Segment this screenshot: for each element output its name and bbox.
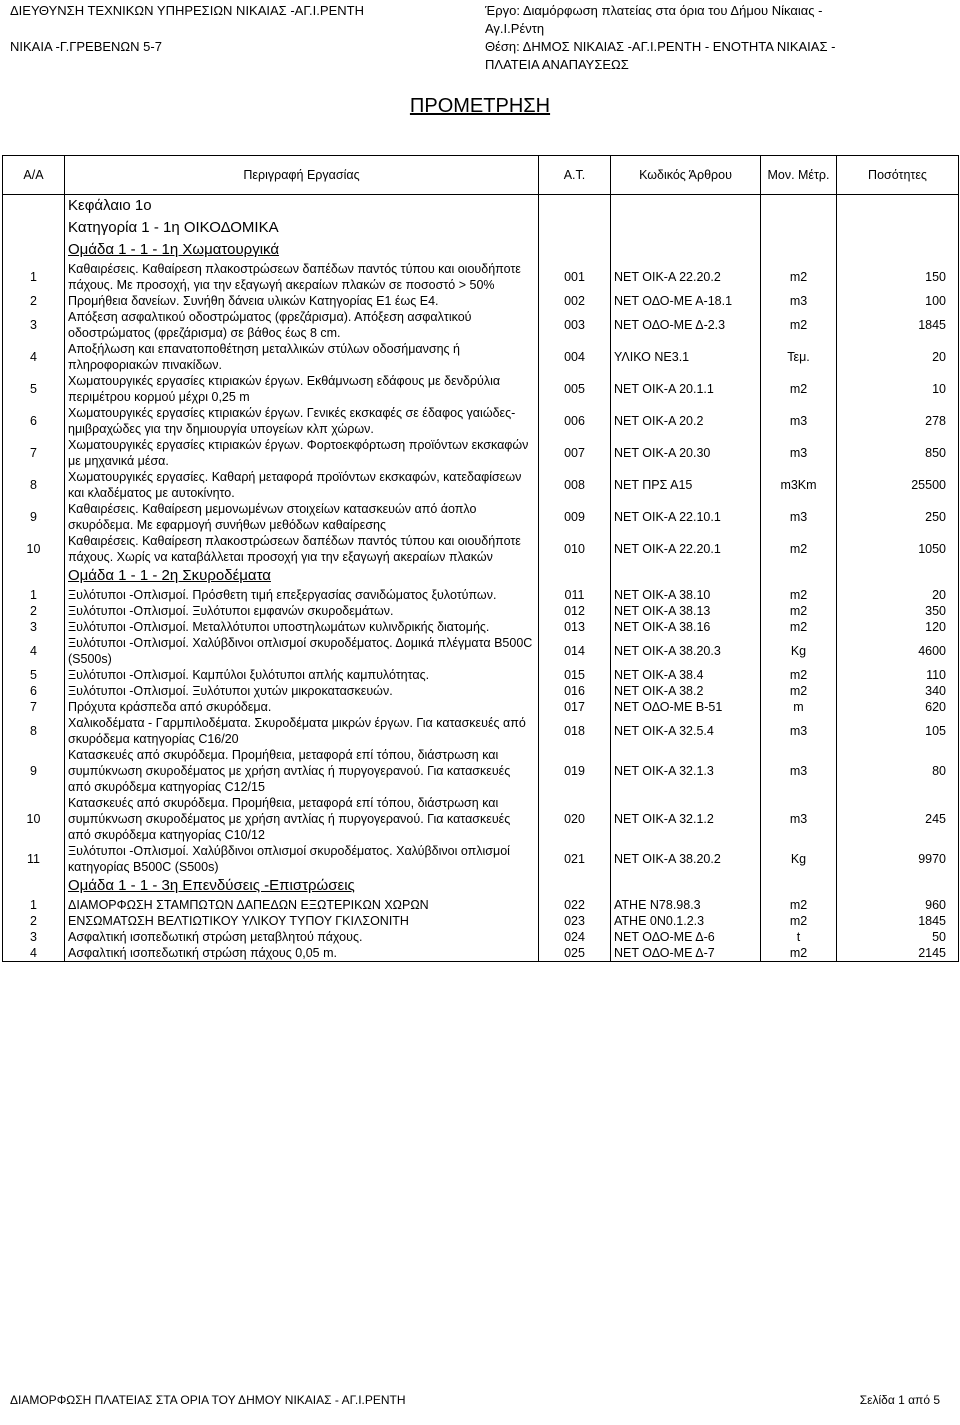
row-description: Ξυλότυποι -Οπλισμοί. Ξυλότυποι εμφανών σκυροδεμάτων. <box>65 603 539 619</box>
row-article-code: ΝΕΤ ΠΡΣ Α15 <box>611 469 761 501</box>
row-article-code: ΝΕΤ ΟΙΚ-Α 22.10.1 <box>611 501 761 533</box>
row-unit: m2 <box>761 683 837 699</box>
row-quantity: 960 <box>837 897 959 913</box>
row-at: 022 <box>539 897 611 913</box>
row-article-code: ΝΕΤ ΟΙΚ-Α 32.1.2 <box>611 795 761 843</box>
project-line-2: Αγ.Ι.Ρέντη <box>485 21 545 36</box>
empty-cell <box>761 195 837 218</box>
row-description: Ξυλότυποι -Οπλισμοί. Ξυλότυποι χυτών μικροκατασκευών. <box>65 683 539 699</box>
table-row <box>3 929 959 945</box>
row-unit: m <box>761 699 837 715</box>
row-article-code: ΝΕΤ ΟΙΚ-Α 20.2 <box>611 405 761 437</box>
row-at: 012 <box>539 603 611 619</box>
table-row <box>3 667 959 683</box>
empty-cell <box>539 195 611 218</box>
row-article-code: ΝΕΤ ΟΙΚ-Α 20.1.1 <box>611 373 761 405</box>
row-article-code: ΝΕΤ ΟΔΟ-ΜΕ Δ-2.3 <box>611 309 761 341</box>
row-article-code: ΝΕΤ ΟΙΚ-Α 32.1.3 <box>611 747 761 795</box>
table-row <box>3 533 959 565</box>
group-heading: Ομάδα 1 - 1 - 1η Χωματουργικά <box>65 239 539 261</box>
row-quantity: 1845 <box>837 913 959 929</box>
table-row <box>3 843 959 875</box>
row-number: 11 <box>3 843 65 875</box>
empty-cell <box>611 239 761 261</box>
row-description: Χωματουργικές εργασίες κτιριακών έργων. Γενικές εκσκαφές σε έδαφος γαιώδες-ημιβραχώδες για την δημιουργία υπογείων κλπ χώρων. <box>65 405 539 437</box>
row-at: 013 <box>539 619 611 635</box>
empty-cell <box>3 875 65 897</box>
group-heading: Ομάδα 1 - 1 - 2η Σκυροδέματα <box>65 565 539 587</box>
empty-cell <box>611 875 761 897</box>
row-at: 006 <box>539 405 611 437</box>
row-at: 011 <box>539 587 611 603</box>
row-unit: m3 <box>761 747 837 795</box>
table-header-row <box>3 156 959 195</box>
row-quantity: 80 <box>837 747 959 795</box>
row-article-code: ΝΕΤ ΟΙΚ-Α 38.10 <box>611 587 761 603</box>
row-description: Κατασκευές από σκυρόδεμα. Προμήθεια, μεταφορά επί τόπου, διάστρωση και συμπύκνωση σκυροδέματος με χρήση αντλίας ή πυργογερανού. Για κατασκευές από σκυρόδεμα κατηγορίας C10/12 <box>65 795 539 843</box>
row-at: 002 <box>539 293 611 309</box>
group-heading-row <box>3 239 959 261</box>
empty-cell <box>837 239 959 261</box>
empty-cell <box>539 875 611 897</box>
location-line-2: ΠΛΑΤΕΙΑ ΑΝΑΠΑΥΣΕΩΣ <box>485 57 629 72</box>
page-title: ΠΡΟΜΕΤΡΗΣΗ <box>409 95 551 117</box>
row-article-code: ΝΕΤ ΟΙΚ-Α 22.20.2 <box>611 261 761 293</box>
row-at: 025 <box>539 945 611 962</box>
row-number: 9 <box>3 501 65 533</box>
row-at: 009 <box>539 501 611 533</box>
row-description: Προμήθεια δανείων. Συνήθη δάνεια υλικών Κατηγορίας Ε1 έως Ε4. <box>65 293 539 309</box>
table-row <box>3 699 959 715</box>
row-number: 3 <box>3 929 65 945</box>
row-description: Ξυλότυποι -Οπλισμοί. Πρόσθετη τιμή επεξεργασίας σανιδώματος ξυλοτύπων. <box>65 587 539 603</box>
empty-cell <box>837 565 959 587</box>
row-quantity: 50 <box>837 929 959 945</box>
table-row <box>3 405 959 437</box>
table-row <box>3 261 959 293</box>
chapter-heading: Κεφάλαιο 1ο <box>65 195 539 218</box>
row-unit: t <box>761 929 837 945</box>
row-at: 017 <box>539 699 611 715</box>
row-quantity: 20 <box>837 341 959 373</box>
row-article-code: ΝΕΤ ΟΙΚ-Α 38.13 <box>611 603 761 619</box>
group-heading-row <box>3 565 959 587</box>
row-description: Ξυλότυποι -Οπλισμοί. Χαλύβδινοι οπλισμοί σκυροδέματος. Χαλύβδινοι οπλισμοί κατηγορίας B500C (S500s) <box>65 843 539 875</box>
empty-cell <box>611 217 761 239</box>
column-header-code: Κωδικός Άρθρου <box>611 156 761 195</box>
row-number: 10 <box>3 795 65 843</box>
row-unit: m2 <box>761 897 837 913</box>
row-quantity: 340 <box>837 683 959 699</box>
row-quantity: 20 <box>837 587 959 603</box>
row-at: 024 <box>539 929 611 945</box>
org-address: ΝΙΚΑΙΑ -Γ.ΓΡΕΒΕΝΩΝ 5-7 <box>10 39 162 54</box>
row-quantity: 350 <box>837 603 959 619</box>
row-description: Ασφαλτική ισοπεδωτική στρώση μεταβλητού πάχους. <box>65 929 539 945</box>
category-heading: Κατηγορία 1 - 1η ΟΙΚΟΔΟΜΙΚΑ <box>65 217 539 239</box>
row-article-code: ΑΤΗΕ 0Ν0.1.2.3 <box>611 913 761 929</box>
row-number: 2 <box>3 603 65 619</box>
row-quantity: 25500 <box>837 469 959 501</box>
row-unit: m2 <box>761 603 837 619</box>
row-number: 7 <box>3 437 65 469</box>
empty-cell <box>611 195 761 218</box>
row-at: 016 <box>539 683 611 699</box>
row-unit: m2 <box>761 373 837 405</box>
row-number: 1 <box>3 261 65 293</box>
row-unit: m3 <box>761 293 837 309</box>
row-unit: m2 <box>761 309 837 341</box>
table-row <box>3 437 959 469</box>
table-row <box>3 373 959 405</box>
row-unit: m3 <box>761 715 837 747</box>
table-row <box>3 603 959 619</box>
row-description: Απόξεση ασφαλτικού οδοστρώματος (φρεζάρισμα). Απόξεση ασφαλτικού οδοστρώματος (φρεζάρισμα) σε βάθος έως 8 cm. <box>65 309 539 341</box>
column-header-aa: Α/Α <box>3 156 65 195</box>
category-heading-row <box>3 217 959 239</box>
row-article-code: ΝΕΤ ΟΔΟ-ΜΕ Δ-7 <box>611 945 761 962</box>
row-number: 10 <box>3 533 65 565</box>
table-row <box>3 913 959 929</box>
empty-cell <box>3 565 65 587</box>
row-quantity: 100 <box>837 293 959 309</box>
row-quantity: 110 <box>837 667 959 683</box>
row-number: 8 <box>3 715 65 747</box>
row-number: 4 <box>3 635 65 667</box>
row-quantity: 620 <box>837 699 959 715</box>
row-article-code: ΝΕΤ ΟΙΚ-Α 38.20.2 <box>611 843 761 875</box>
organization-header <box>10 2 490 56</box>
row-unit: m2 <box>761 619 837 635</box>
project-line-1: Έργο: Διαμόρφωση πλατείας στα όρια του Δήμου Νίκαιας - <box>485 3 823 18</box>
table-row <box>3 469 959 501</box>
chapter-heading-row <box>3 195 959 218</box>
row-number: 3 <box>3 309 65 341</box>
row-at: 004 <box>539 341 611 373</box>
row-number: 5 <box>3 667 65 683</box>
row-description: Καθαιρέσεις. Καθαίρεση πλακοστρώσεων δαπέδων παντός τύπου και οιουδήποτε πάχους. Χωρίς να καταβάλλεται προσοχή για την εξαγωγή ακεραίων πλακών <box>65 533 539 565</box>
row-description: Καθαιρέσεις. Καθαίρεση μεμονωμένων στοιχείων κατασκευών από άοπλο σκυρόδεμα. Με εφαρμογή συνήθων μεθόδων καθαίρεσης <box>65 501 539 533</box>
row-article-code: ΝΕΤ ΟΔΟ-ΜΕ Β-51 <box>611 699 761 715</box>
row-quantity: 850 <box>837 437 959 469</box>
row-article-code: ΝΕΤ ΟΔΟ-ΜΕ Α-18.1 <box>611 293 761 309</box>
row-quantity: 120 <box>837 619 959 635</box>
row-number: 6 <box>3 405 65 437</box>
row-description: Χωματουργικές εργασίες κτιριακών έργων. Εκθάμνωση εδάφους με δενδρύλια περιμέτρου κορμού μέχρι 0,25 m <box>65 373 539 405</box>
row-number: 8 <box>3 469 65 501</box>
row-article-code: ΝΕΤ ΟΔΟ-ΜΕ Δ-6 <box>611 929 761 945</box>
row-number: 9 <box>3 747 65 795</box>
column-header-quantity: Ποσότητες <box>837 156 959 195</box>
row-description: Καθαιρέσεις. Καθαίρεση πλακοστρώσεων δαπέδων παντός τύπου και οιουδήποτε πάχους. Με προσοχή, για την εξαγωγή ακεραίων πλακών σε ποσοστό > 50% <box>65 261 539 293</box>
location-line-1: Θέση: ΔΗΜΟΣ ΝΙΚΑΙΑΣ -ΑΓ.Ι.ΡΕΝΤΗ - ΕΝΟΤΗΤΑ ΝΙΚΑΙΑΣ - <box>485 39 836 54</box>
bill-of-quantities-table <box>2 155 959 962</box>
row-unit: m3 <box>761 405 837 437</box>
row-description: Ασφαλτική ισοπεδωτική στρώση πάχους 0,05 m. <box>65 945 539 962</box>
row-description: Χωματουργικές εργασίες. Καθαρή μεταφορά προϊόντων εκσκαφών, κατεδαφίσεων και κλαδέματος με αυτοκίνητο. <box>65 469 539 501</box>
row-number: 3 <box>3 619 65 635</box>
row-quantity: 1050 <box>837 533 959 565</box>
row-number: 2 <box>3 913 65 929</box>
row-number: 1 <box>3 897 65 913</box>
row-description: Χωματουργικές εργασίες κτιριακών έργων. Φορτοεκφόρτωση προϊόντων εκσκαφών με μηχανικά μέσα. <box>65 437 539 469</box>
row-description: Ξυλότυποι -Οπλισμοί. Μεταλλότυποι υποστηλωμάτων κυλινδρικής διατομής. <box>65 619 539 635</box>
row-unit: m2 <box>761 587 837 603</box>
row-at: 019 <box>539 747 611 795</box>
column-header-at: Α.Τ. <box>539 156 611 195</box>
row-unit: m2 <box>761 913 837 929</box>
row-article-code: ΥΛΙΚΟ ΝΕ3.1 <box>611 341 761 373</box>
row-article-code: ΝΕΤ ΟΙΚ-Α 38.20.3 <box>611 635 761 667</box>
row-description: ΔΙΑΜΟΡΦΩΣΗ ΣΤΑΜΠΩΤΩΝ ΔΑΠΕΔΩΝ ΕΞΩΤΕΡΙΚΩΝ ΧΩΡΩΝ <box>65 897 539 913</box>
group-heading-row <box>3 875 959 897</box>
row-quantity: 150 <box>837 261 959 293</box>
row-description: Ξυλότυποι -Οπλισμοί. Καμπύλοι ξυλότυποι απλής καμπυλότητας. <box>65 667 539 683</box>
row-at: 003 <box>539 309 611 341</box>
row-quantity: 245 <box>837 795 959 843</box>
row-unit: Kg <box>761 843 837 875</box>
footer-project-title: ΔΙΑΜΟΡΦΩΣΗ ΠΛΑΤΕΙΑΣ ΣΤΑ ΟΡΙΑ ΤΟΥ ΔΗΜΟΥ ΝΙΚΑΙΑΣ - ΑΓ.Ι.ΡΕΝΤΗ <box>10 1393 406 1407</box>
table-row <box>3 309 959 341</box>
row-quantity: 2145 <box>837 945 959 962</box>
row-quantity: 9970 <box>837 843 959 875</box>
row-unit: m2 <box>761 667 837 683</box>
row-at: 020 <box>539 795 611 843</box>
table-row <box>3 635 959 667</box>
empty-cell <box>3 195 65 218</box>
table-row <box>3 683 959 699</box>
row-at: 007 <box>539 437 611 469</box>
row-number: 4 <box>3 945 65 962</box>
table-row <box>3 795 959 843</box>
row-quantity: 105 <box>837 715 959 747</box>
row-at: 001 <box>539 261 611 293</box>
empty-cell <box>761 239 837 261</box>
row-unit: m2 <box>761 533 837 565</box>
empty-cell <box>3 217 65 239</box>
column-header-unit: Μον. Μέτρ. <box>761 156 837 195</box>
table-row <box>3 293 959 309</box>
row-article-code: ΝΕΤ ΟΙΚ-Α 22.20.1 <box>611 533 761 565</box>
empty-cell <box>539 565 611 587</box>
empty-cell <box>761 565 837 587</box>
row-quantity: 1845 <box>837 309 959 341</box>
row-at: 023 <box>539 913 611 929</box>
row-description: Ξυλότυποι -Οπλισμοί. Χαλύβδινοι οπλισμοί σκυροδέματος. Δομικά πλέγματα B500C (S500s) <box>65 635 539 667</box>
row-quantity: 250 <box>837 501 959 533</box>
row-unit: Τεμ. <box>761 341 837 373</box>
row-at: 005 <box>539 373 611 405</box>
empty-cell <box>837 217 959 239</box>
table-row <box>3 897 959 913</box>
table-row <box>3 747 959 795</box>
table-row <box>3 945 959 962</box>
row-unit: m3 <box>761 795 837 843</box>
empty-cell <box>837 195 959 218</box>
page-number: Σελίδα 1 από 5 <box>859 1393 940 1407</box>
row-article-code: ΝΕΤ ΟΙΚ-Α 38.16 <box>611 619 761 635</box>
empty-cell <box>837 875 959 897</box>
org-name: ΔΙΕΥΘΥΝΣΗ ΤΕΧΝΙΚΩΝ ΥΠΗΡΕΣΙΩΝ ΝΙΚΑΙΑΣ -ΑΓ.Ι.ΡΕΝΤΗ <box>10 3 364 18</box>
row-description: ΕΝΣΩΜΑΤΩΣΗ ΒΕΛΤΙΩΤΙΚΟΥ ΥΛΙΚΟΥ ΤΥΠΟΥ ΓΚΙΛΣΟΝΙΤΗ <box>65 913 539 929</box>
column-header-description: Περιγραφή Εργασίας <box>65 156 539 195</box>
row-at: 015 <box>539 667 611 683</box>
row-unit: m3 <box>761 501 837 533</box>
empty-cell <box>611 565 761 587</box>
row-quantity: 278 <box>837 405 959 437</box>
table-row <box>3 587 959 603</box>
row-at: 010 <box>539 533 611 565</box>
row-at: 014 <box>539 635 611 667</box>
row-article-code: ΝΕΤ ΟΙΚ-Α 38.4 <box>611 667 761 683</box>
row-number: 6 <box>3 683 65 699</box>
empty-cell <box>539 239 611 261</box>
empty-cell <box>539 217 611 239</box>
row-article-code: ΝΕΤ ΟΙΚ-Α 32.5.4 <box>611 715 761 747</box>
row-number: 4 <box>3 341 65 373</box>
group-heading: Ομάδα 1 - 1 - 3η Επενδύσεις -Επιστρώσεις <box>65 875 539 897</box>
row-unit: m2 <box>761 261 837 293</box>
empty-cell <box>3 239 65 261</box>
row-number: 2 <box>3 293 65 309</box>
row-number: 7 <box>3 699 65 715</box>
row-at: 021 <box>539 843 611 875</box>
row-unit: m2 <box>761 945 837 962</box>
empty-cell <box>761 217 837 239</box>
row-unit: m3 <box>761 437 837 469</box>
table-row <box>3 341 959 373</box>
row-description: Πρόχυτα κράσπεδα από σκυρόδεμα. <box>65 699 539 715</box>
row-description: Αποξήλωση και επανατοποθέτηση μεταλλικών στύλων οδοσήμανσης ή πληροφοριακών πινακίδων. <box>65 341 539 373</box>
row-unit: m3Km <box>761 469 837 501</box>
row-article-code: ΝΕΤ ΟΙΚ-Α 20.30 <box>611 437 761 469</box>
row-number: 1 <box>3 587 65 603</box>
row-unit: Kg <box>761 635 837 667</box>
table-row <box>3 501 959 533</box>
empty-cell <box>761 875 837 897</box>
project-header <box>485 2 955 74</box>
row-description: Κατασκευές από σκυρόδεμα. Προμήθεια, μεταφορά επί τόπου, διάστρωση και συμπύκνωση σκυροδέματος με χρήση αντλίας ή πυργογερανού. Για κατασκευές από σκυρόδεμα κατηγορίας C12/15 <box>65 747 539 795</box>
row-article-code: ΝΕΤ ΟΙΚ-Α 38.2 <box>611 683 761 699</box>
table-row <box>3 619 959 635</box>
table-row <box>3 715 959 747</box>
row-article-code: ΑΤΗΕ Ν78.98.3 <box>611 897 761 913</box>
row-number: 5 <box>3 373 65 405</box>
row-at: 008 <box>539 469 611 501</box>
row-at: 018 <box>539 715 611 747</box>
row-quantity: 4600 <box>837 635 959 667</box>
row-quantity: 10 <box>837 373 959 405</box>
row-description: Χαλικοδέματα - Γαρμπιλοδέματα. Σκυροδέματα μικρών έργων. Για κατασκευές από σκυρόδεμα κατηγορίας C16/20 <box>65 715 539 747</box>
